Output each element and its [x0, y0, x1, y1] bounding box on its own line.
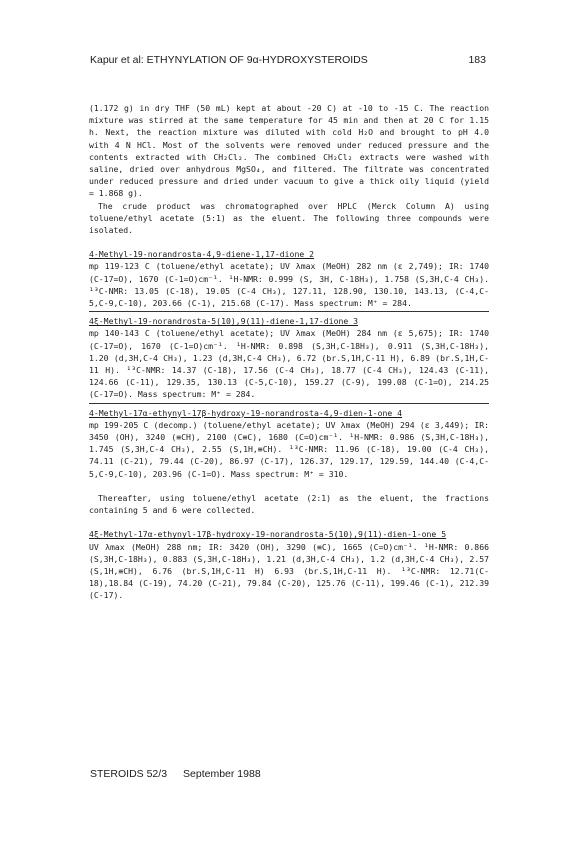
compound-data: mp 140-143 C (toluene/ethyl acetate); UV λmax (MeOH) 284 nm (ε 5,675); IR: 1740 (C-17=O), 1670 (C-1=O)cm⁻¹. ¹H-NMR: 0.898 (S,3H,C-18H₃), 0.911 (S,3H,C-18H₃), 1.20 (d,3H,C-4 CH₃), 1.23 (d,3H,C-4 CH₃), 6.72 (br.S,1H,C-11 H), 6.89 (br.S,1H,C-11 H). ¹³C-NMR: 14.37 (C-18), 17.56 (C-4 CH₃), 18.77 (C-4 CH₃), 124.43 (C-11), 124.66 (C-11), 129.35, 130.13 (C-5,C-10), 159.27 (C-9), 199.08 (C-1=O), 214.25 (C-17=O). Mass spectrum: M⁺ = 284. [89, 328, 489, 400]
experimental-paragraph: (1.172 g) in dry THF (50 mL) kept at about -20 C) at -10 to -15 C. The reaction mixture was stirred at the same temperature for 45 min and then at 20 C for 1.15 h. Next, the reaction mixture was diluted with cold H₂O and brought to pH 4.0 with 4 N HCl. Most of the solvents were removed under reduced pressure and the contents extracted with CH₂Cl₂. The combined CH₂Cl₂ extracts were washed with saline, dried over anhydrous MgSO₄, and filtered. The filtrate was concentrated under reduced pressure and dried under vacuum to give a thick oily liquid (yield = 1.868 g). [89, 103, 489, 199]
compound-title: 4ξ-Methyl-19-norandrosta-5(10),9(11)-diene-1,17-dione 3 [89, 316, 359, 327]
running-header [90, 54, 486, 70]
compound-data: mp 119-123 C (toluene/ethyl acetate); UV λmax (MeOH) 282 nm (ε 2,749); IR: 1740 (C-17=O), 1670 (C-1=O)cm⁻¹. ¹H-NMR: 0.999 (S, 3H, C-18H₃), 1.758 (S,3H,C-4 CH₃). ¹³C-NMR: 13.05 (C-18), 19.05 (C-4 CH₃), 127.11, 128.90, 130.10, 143.13, (C-4,C-5,C-9,C-10), 203.66 (C-1), 215.68 (C-17). Mass spectrum: M⁺ = 284. [89, 261, 489, 309]
running-title: Kapur et al: ETHYNYLATION OF 9α-HYDROXYSTEROIDS [90, 54, 368, 66]
compound-title: 4ξ-Methyl-17α-ethynyl-17β-hydroxy-19-norandrosta-5(10),9(11)-dien-1-one 5 [89, 529, 447, 540]
entry-divider [89, 403, 489, 404]
compound-data: mp 199-205 C (decomp.) (toluene/ethyl acetate); UV λmax (MeOH) 294 (ε 3,449); IR: 3450 (OH), 3240 (≡CH), 2100 (C≡C), 1680 (C=O)cm⁻¹. ¹H-NMR: 0.986 (S,3H,C-18H₃), 1.745 (S,3H,C-4 CH₃), 2.55 (S,1H,≡CH). ¹³C-NMR: 11.96 (C-18), 19.00 (C-4 CH₃), 74.11 (C-21), 79.44 (C-20), 86.97 (C-17), 126.37, 129.17, 129.59, 144.40 (C-4,C-5,C-9,C-10), 203.96 (C-1=O). Mass spectrum: M⁺ = 310. [89, 419, 489, 479]
issue-date: September 1988 [183, 768, 261, 780]
entry-divider [89, 311, 489, 312]
journal-issue: STEROIDS 52/3 [90, 768, 168, 780]
eluent-paragraph: Thereafter, using toluene/ethyl acetate (2:1) as the eluent, the fractions containing 5 and 6 were collected. [89, 492, 489, 516]
compound-entry [89, 528, 489, 601]
page-number: 183 [468, 54, 486, 66]
compound-title: 4-Methyl-19-norandrosta-4,9-diene-1,17-dione 2 [89, 249, 315, 260]
compound-entry [89, 248, 489, 309]
chromatography-paragraph: The crude product was chromatographed over HPLC (Merck Column A) using toluene/ethyl acetate (5:1) as the eluent. The following three compounds were isolated. [89, 200, 489, 236]
article-body [89, 102, 489, 602]
page-footer [90, 768, 261, 780]
compound-data: UV λmax (MeOH) 288 nm; IR: 3420 (OH), 3290 (≡C), 1665 (C=O)cm⁻¹. ¹H-NMR: 0.866 (S,3H,C-18H₃), 0.883 (S,3H,C-18H₃), 1.21 (d,3H,C-4 CH₃), 1.2 (d,3H,C-4 CH₃), 2.57 (S,1H,≡CH), 6.76 (br.S,1H,C-11 H) 6.93 (br.S,1H,C-11 H). ¹³C-NMR: 12.71(C-18),18.84 (C-19), 74.20 (C-21), 79.84 (C-20), 125.76 (C-11), 199.46 (C-1), 212.39 (C-17). [89, 541, 489, 601]
compound-entry [89, 407, 489, 480]
compound-title: 4-Methyl-17α-ethynyl-17β-hydroxy-19-norandrosta-4,9-dien-1-one 4 [89, 407, 403, 418]
compound-entry [89, 315, 489, 400]
